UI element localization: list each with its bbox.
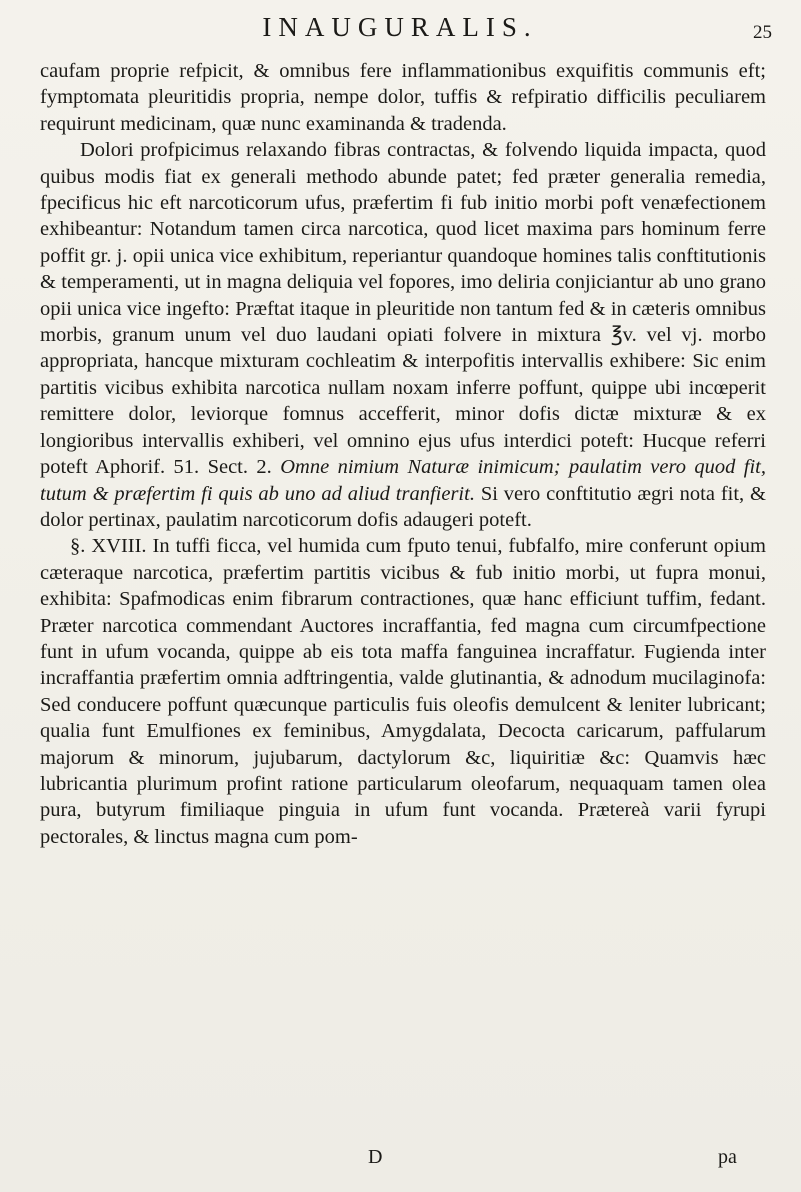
aphorism-quote: Omne nimium Naturæ inimicum; paulatim vero quod fit, tutum & præfertim fi quis ab uno ad aliud tranfierit. [40, 456, 766, 505]
running-title: INAUGURALIS. [262, 12, 538, 42]
paragraph-1: caufam proprie refpicit, & omnibus fere inflammationibus exquifitis communis eft; fymptomata pleuritidis propria, nempe dolor, tuffis & refpiratio difficilis peculiarem requirunt medicinam, quæ nunc examinanda & tradenda. [40, 60, 766, 135]
body-text [40, 58, 766, 850]
catchword: pa [718, 1146, 737, 1168]
paragraph-2-end: Si vero conftitutio ægri nota fit, & dolor pertinax, paulatim narcoticorum dofis adaugeri poteft. [40, 482, 766, 531]
paragraph-2 [40, 137, 766, 533]
page-number: 25 [753, 22, 772, 43]
paragraph-2-text: Dolori profpicimus relaxando fibras contractas, & folvendo liquida impacta, quod quibus modis fiat ex generali methodo abunde patet; fed præter generalia remedia, fpecificus hic eft narcoticorum ufus, præfertim fi fub initio morbi poft venæfectionem exhibeantur: Notandum tamen circa narcotica, quod licet maxima pars hominum ferre poffit gr. j. opii unica vice exhibitum, reperiantur quandoque homines talis conftitutionis & temperamenti, ut in magna deliquia vel fopores, imo deliria conjiciantur ab uno grano opii unica vice ingefto: Præftat itaque in pleuritide non tantum fed & in cæteris omnibus morbis, granum unum vel duo laudani opiati folvere in mixtura ℥v. vel vj. morbo appropriata, hancque mixturam cochleatim & interpofitis intervallis exhibere: Sic enim partitis vicibus exhibita narcotica nullam noxam inferre poffunt, quippe ubi incœperit remittere dolor, leviorque fomnus accefferit, minor dofis dictæ mixturæ & ex longioribus intervallis exhiberi, vel omnino ejus ufus interdici poteft: Hucque referri poteft Aphorif. 51. Sect. 2. [40, 139, 766, 479]
signature-mark: D [368, 1146, 383, 1168]
section-xviii: §. XVIII. In tuffi ficca, vel humida cum fputo tenui, fubfalfo, mire conferunt opium cæteraque narcotica, præfertim partitis vicibus & fub initio morbi, ut fupra monui, exhibita: Spafmodicas enim fibrarum contractiones, quæ hanc efficiunt tuffim, fedant. Præter narcotica commendant Auctores incraffantia, fed magna cum circumfpectione funt in ufum vocanda, quippe ab eis tota maffa fanguinea incraffatur. Fugienda inter incraffantia præfertim omnia adftringentia, valde glutinantia, & adnodum mucilaginofa: Sed conducere poffunt quæcunque particulis fuis oleofis demulcent & leniter lubricant; qualia funt Emulfiones ex feminibus, Amygdalata, Decocta caricarum, paffularum majorum & minorum, jujubarum, dactylorum &c, liquiritiæ &c: Quamvis hæc lubricantia plurimum profint ratione particularum oleofarum, nequaquam tamen olea pura, butyrum fimiliaque pinguia in ufum funt vocanda. Prætereà varii fyrupi pectorales, & linctus magna cum pom- [40, 535, 766, 848]
